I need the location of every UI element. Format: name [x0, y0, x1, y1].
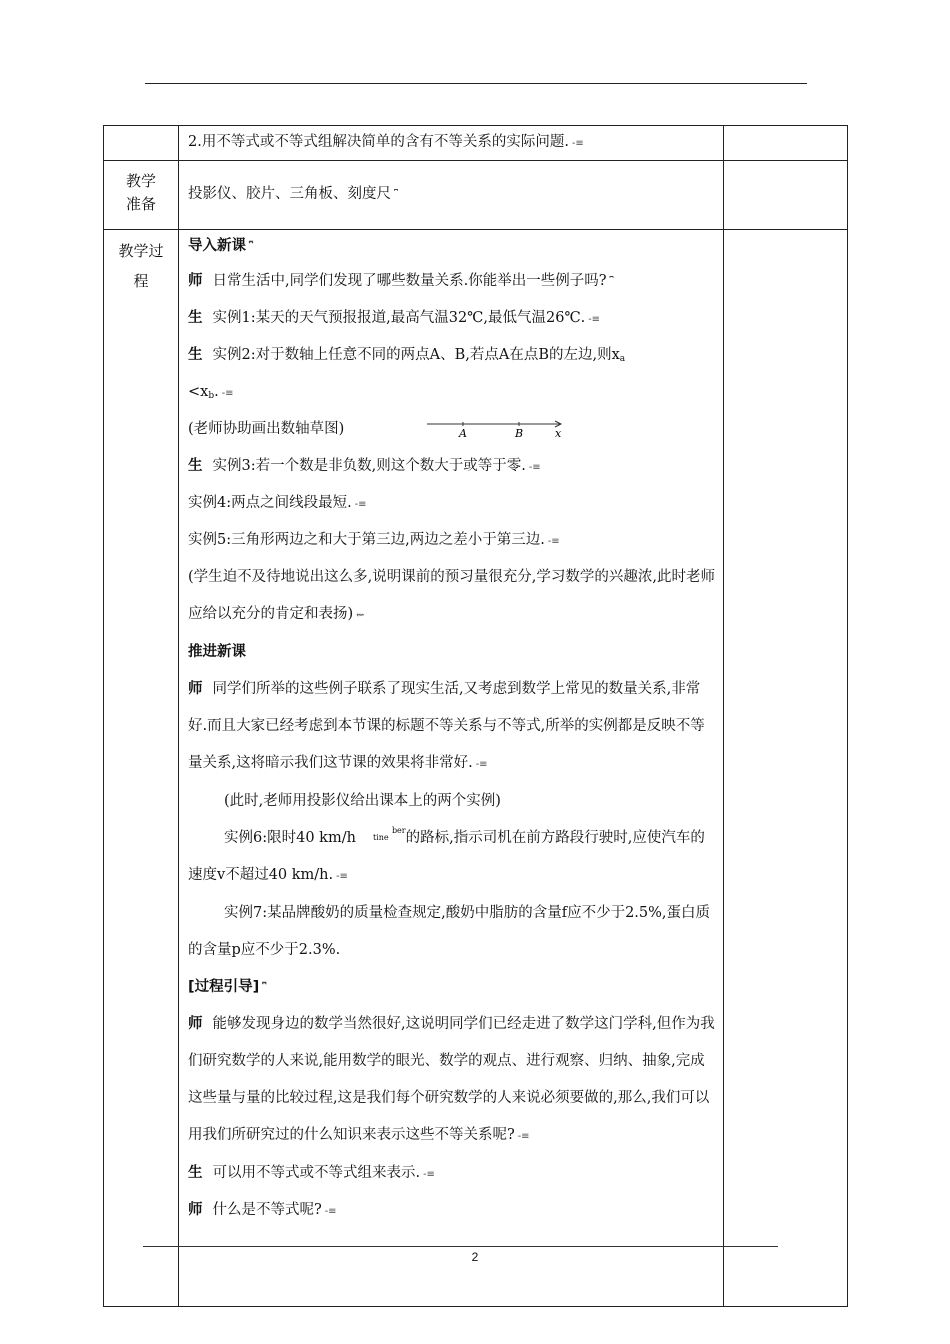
section-heading: 导入新课 ⎴	[188, 238, 253, 254]
dialogue-paragraph: 实例6:限时40 km/h ber tine 的路标,指示司机在前方路段行驶时,应使汽车的速度v不超过40 km/h. -≡	[188, 826, 705, 883]
notes-cell	[724, 126, 848, 161]
dialogue-line: 师 什么是不等式呢? -≡	[188, 1202, 337, 1218]
dialogue-line: $<x_b$. -≡	[188, 384, 234, 401]
prep-text: 投影仪、胶片、三角板、刻度尺 ⎴	[188, 186, 398, 202]
dialogue-paragraph: 实例7:某品牌酸奶的质量检查规定,酸奶中脂肪的含量f应不少于2.5%,蛋白质的含量p应不少于2.3%.	[188, 905, 711, 958]
dialogue-line: 生 实例2:对于数轴上任意不同的两点A、B,若点A在点B的左边,则$x_a$	[188, 347, 626, 364]
table-row	[104, 161, 848, 230]
header-rule	[145, 83, 807, 84]
dialogue-line: (此时,老师用投影仪给出课本上的两个实例)	[224, 793, 501, 809]
axis-x-label: x	[554, 427, 562, 440]
dialogue-line: 实例5:三角形两边之和大于第三边,两边之差小于第三边. -≡	[188, 532, 560, 548]
row-label: 教学过 程	[118, 242, 164, 290]
dialogue-paragraph: 师 同学们所举的这些例子联系了现实生活,又考虑到数学上常见的数量关系,非常好.而且大家已经考虑到本节课的标题不等关系与不等式,所举的实例都是反映不等量关系,这将暗示我们这节课的效果将非常好. -≡	[188, 681, 705, 771]
lesson-table	[103, 125, 848, 1307]
number-line-diagram	[427, 418, 567, 440]
label-cell	[104, 230, 179, 1307]
section-heading: [过程引导] ⎴	[188, 979, 267, 995]
point-b-label: B	[514, 427, 524, 440]
page-number: 2	[471, 1250, 479, 1264]
section-heading: 推进新课	[188, 644, 246, 660]
footer-rule	[143, 1246, 778, 1247]
content-cell	[179, 230, 724, 1307]
row-label: 教学 准备	[125, 172, 156, 213]
dialogue-line: 师 日常生活中,同学们发现了哪些数量关系.你能举出一些例子吗? ⎴	[188, 273, 614, 289]
content-cell	[179, 161, 724, 230]
content-cell	[179, 126, 724, 161]
point-a-label: A	[458, 427, 467, 440]
process-content	[179, 230, 723, 1229]
dialogue-line: 生 实例1:某天的天气预报报道,最高气温32℃,最低气温26℃. -≡	[188, 310, 601, 326]
dialogue-paragraph: (学生迫不及待地说出这么多,说明课前的预习量很充分,学习数学的兴趣浓,此时老师应给以充分的肯定和表扬) ⇜	[188, 569, 715, 622]
dialogue-line: 生 可以用不等式或不等式组来表示. -≡	[188, 1165, 435, 1181]
notes-cell	[724, 161, 848, 230]
table-row	[104, 230, 848, 1307]
dialogue-paragraph: 师 能够发现身边的数学当然很好,这说明同学们已经走进了数学这门学科,但作为我们研究数学的人来说,能用数学的眼光、数学的观点、进行观察、归纳、抽象,完成这些量与量的比较过程,这是我们每个研究数学的人来说必须要做的,那么,我们可以用我们所研究过的什么知识来表示这些不等关系呢? -≡	[188, 1016, 715, 1143]
dialogue-line: 生 实例3:若一个数是非负数,则这个数大于或等于零. -≡	[188, 458, 541, 474]
dialogue-line: (老师协助画出数轴草图) A B x	[188, 411, 715, 448]
label-cell	[104, 161, 179, 230]
dialogue-line: 实例4:两点之间线段最短. -≡	[188, 495, 367, 511]
objective-text: 2.用不等式或不等式组解决简单的含有不等关系的实际问题. -≡	[188, 134, 584, 150]
label-cell	[104, 126, 179, 161]
table-row	[104, 126, 848, 161]
notes-cell	[724, 230, 848, 1307]
